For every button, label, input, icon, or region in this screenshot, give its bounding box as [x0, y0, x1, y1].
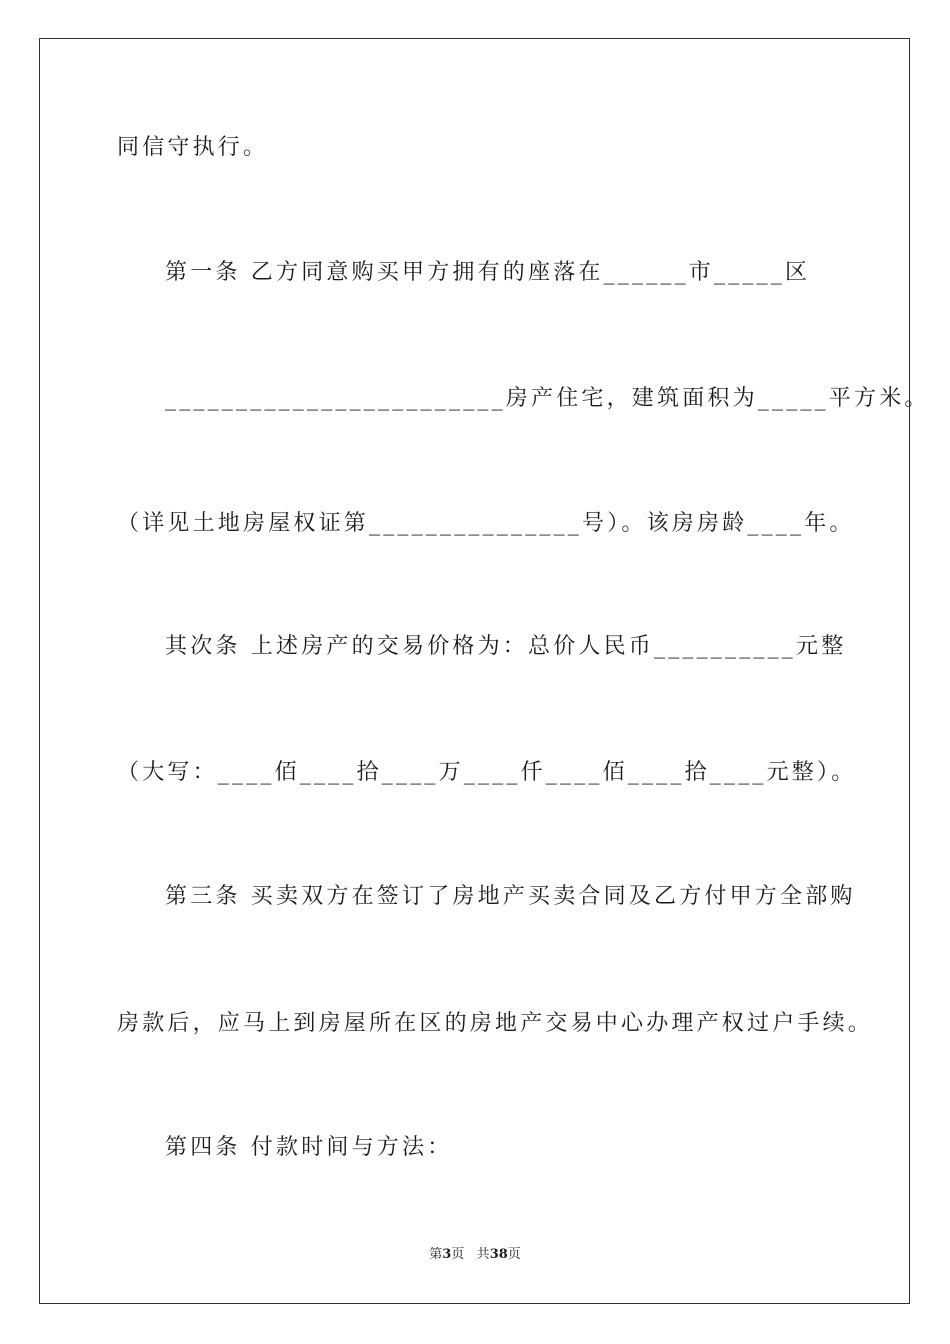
footer-page-prefix: 第: [429, 1247, 443, 1262]
paragraph-article-3: 第三条 买卖双方在签订了房地产买卖合同及乙方付甲方全部购: [165, 884, 856, 909]
paragraph-article-1-cont: ________________________房产住宅，建筑面积为_____平方米。: [165, 386, 930, 411]
paragraph-article-4: 第四条 付款时间与方法：: [165, 1135, 453, 1160]
paragraph-article-1: 第一条 乙方同意购买甲方拥有的座落在______市_____区: [165, 260, 811, 285]
footer-page-suffix: 页: [451, 1247, 465, 1262]
paragraph-article-3-cont: 房款后，应马上到房屋所在区的房地产交易中心办理产权过户手续。: [117, 1011, 874, 1036]
paragraph-1: 同信守执行。: [117, 135, 269, 160]
paragraph-article-2: 其次条 上述房产的交易价格为：总价人民币__________元整: [165, 634, 847, 659]
footer-page-number: 3: [442, 1247, 452, 1262]
footer-total-suffix: 页: [507, 1247, 521, 1262]
page-footer: [0, 1246, 950, 1264]
paragraph-article-1-cert: （详见土地房屋权证第_______________号）。该房房龄____年。: [117, 511, 855, 536]
page-border: [39, 38, 910, 1304]
footer-total-prefix: 共: [476, 1247, 490, 1262]
footer-total-pages: 38: [489, 1247, 508, 1262]
paragraph-article-2-capital: （大写：____佰____拾____万____仟____佰____拾____元整）。: [117, 760, 857, 785]
